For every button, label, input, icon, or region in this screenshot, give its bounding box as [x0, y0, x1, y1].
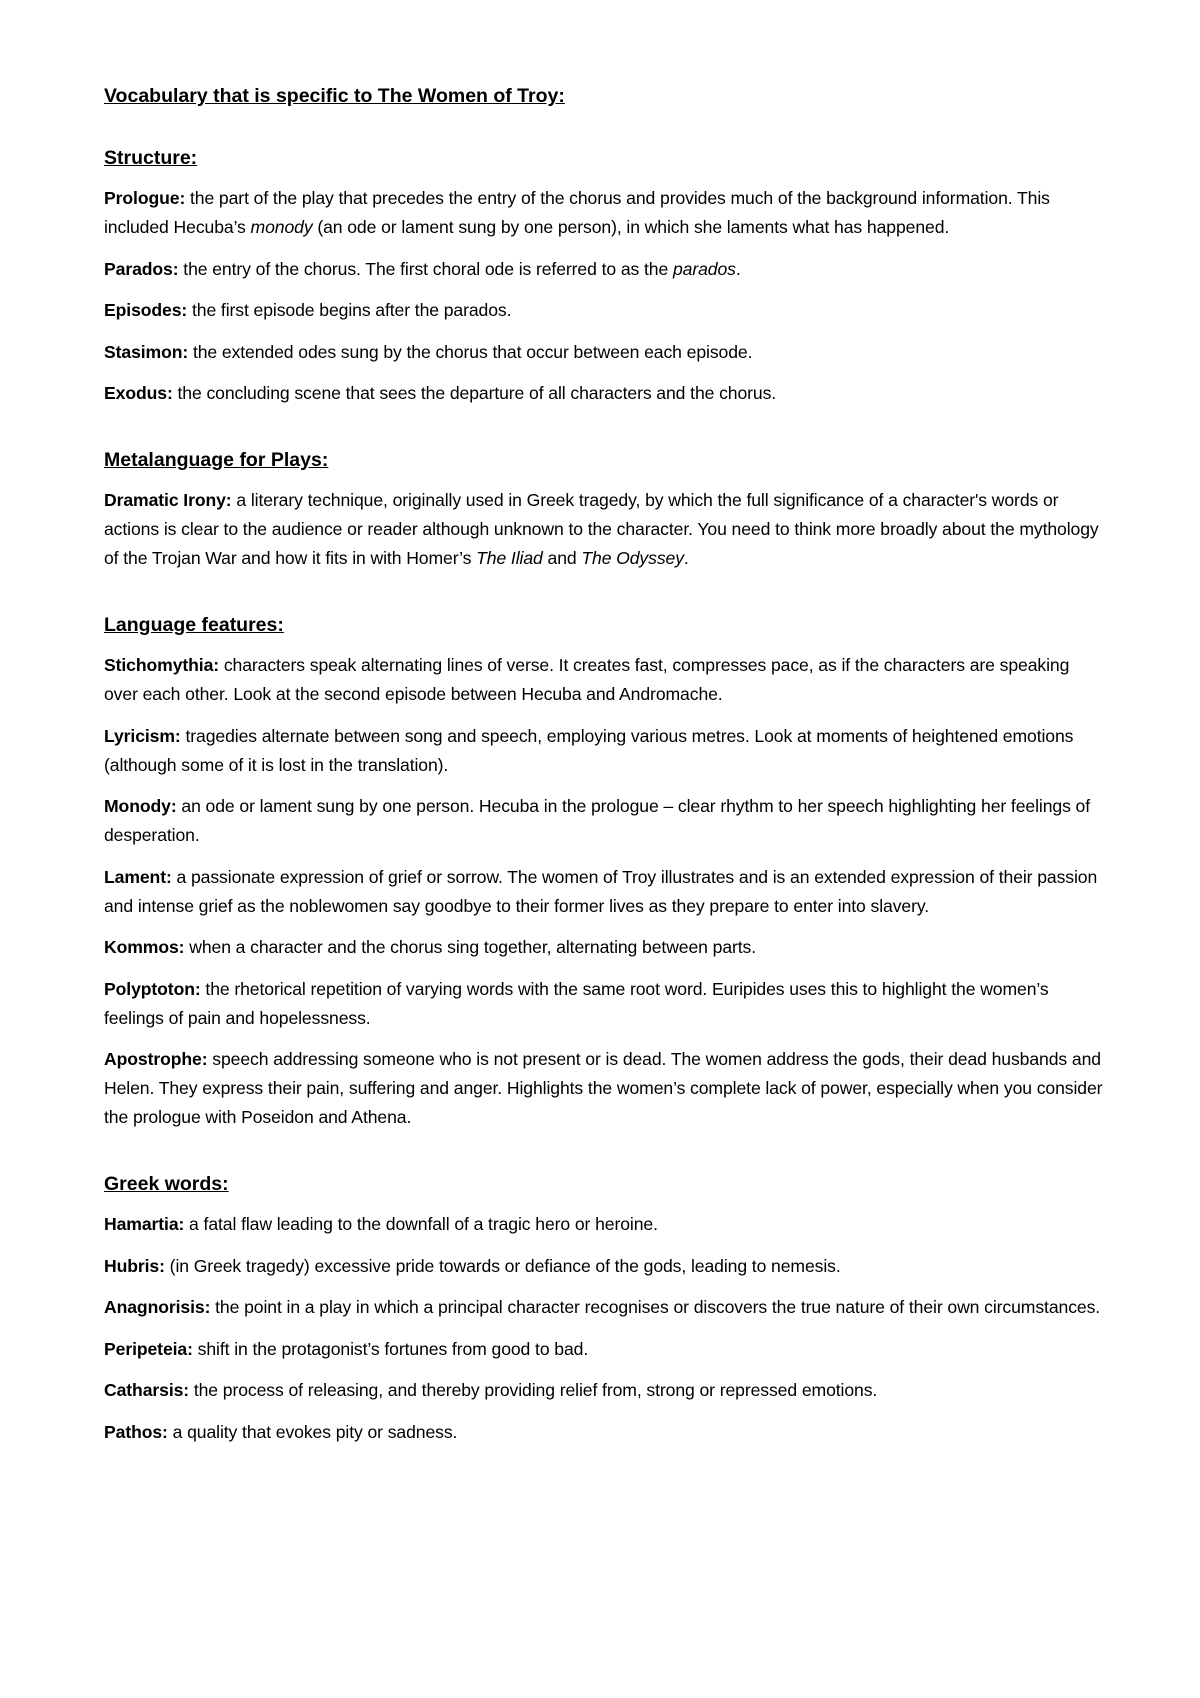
entry-dramatic-irony — [104, 486, 1104, 573]
definition-episodes: the first episode begins after the parados. — [187, 300, 512, 320]
entry-catharsis — [104, 1376, 1104, 1405]
term-pathos: Pathos: — [104, 1421, 168, 1442]
definition-prologue-part-1: the part of the play that precedes the entry of the chorus and provides much of the background information. This included Hecuba’s — [104, 188, 1050, 237]
section-heading-structure: Structure: — [104, 147, 198, 169]
entry-episodes — [104, 296, 1104, 325]
definition-dramatic-irony-part-1: a literary technique, originally used in Greek tragedy, by which the full significance of a character's words or actions is clear to the audience or reader although unknown to the character. You need to think more broadly about the mythology of the Trojan War and how it fits in with Homer’s — [104, 490, 1099, 568]
term-episodes: Episodes: — [104, 300, 188, 320]
section-heading-metalanguage: Metalanguage for Plays: — [104, 449, 329, 471]
definition-parados-italic: parados — [672, 258, 736, 279]
definition-monody: an ode or lament sung by one person. Hecuba in the prologue – clear rhythm to her speech highlighting her feelings of desperation. — [104, 796, 1091, 845]
term-prologue: Prologue: — [104, 188, 186, 208]
entry-stichomythia — [104, 651, 1104, 709]
definition-lyricism: tragedies alternate between song and speech, employing various metres. Look at moments of heightened emotions (although some of it is lost in the translation). — [104, 725, 1074, 775]
definition-catharsis: the process of releasing, and thereby providing relief from, strong or repressed emotions. — [189, 1380, 878, 1400]
definition-parados-part-1: the entry of the chorus. The first choral ode is referred to as the — [178, 258, 673, 279]
entry-parados — [104, 255, 1104, 284]
entry-prologue — [104, 184, 1104, 242]
term-hubris: Hubris: — [104, 1255, 165, 1276]
section-language-features — [104, 611, 1104, 1132]
definition-polyptoton: the rhetorical repetition of varying words with the same root word. Euripides uses this to highlight the women’s feelings of pain and hopelessness. — [104, 978, 1049, 1028]
definition-dramatic-irony-part-2: and — [542, 548, 582, 568]
definition-prologue-part-2: (an ode or lament sung by one person), in which she laments what has happened. — [312, 217, 950, 237]
entry-hubris — [104, 1252, 1104, 1281]
term-hamartia: Hamartia: — [104, 1214, 185, 1234]
term-peripeteia: Peripeteia: — [104, 1338, 193, 1359]
section-structure — [104, 144, 1104, 408]
definition-apostrophe: speech addressing someone who is not present or is dead. The women address the gods, their dead husbands and Helen. They express their pain, suffering and anger. Highlights the women’s complete lack of power, especially when you consider the prologue with Poseidon and Athena. — [104, 1049, 1103, 1127]
term-monody: Monody: — [104, 796, 177, 816]
term-stichomythia: Stichomythia: — [104, 655, 220, 675]
definition-lament: a passionate expression of grief or sorrow. The women of Troy illustrates and is an extended expression of their passion and intense grief as the noblewomen say goodbye to their former lives as they prepare to enter into slavery. — [104, 866, 1098, 916]
term-dramatic-irony: Dramatic Irony: — [104, 490, 232, 510]
entry-kommos — [104, 933, 1104, 962]
definition-exodus: the concluding scene that sees the departure of all characters and the chorus. — [172, 383, 777, 403]
term-stasimon: Stasimon: — [104, 341, 189, 362]
definition-hubris: (in Greek tragedy) excessive pride towards or defiance of the gods, leading to nemesis. — [164, 1255, 841, 1276]
section-heading-greek-words: Greek words: — [104, 1173, 229, 1195]
term-anagnorisis: Anagnorisis: — [104, 1297, 211, 1317]
title-the-odyssey: The Odyssey — [581, 548, 684, 568]
entry-apostrophe — [104, 1045, 1104, 1132]
title-the-iliad: The Iliad — [476, 548, 543, 568]
term-lyricism: Lyricism: — [104, 725, 181, 746]
definition-pathos: a quality that evokes pity or sadness. — [167, 1421, 458, 1442]
term-catharsis: Catharsis: — [104, 1380, 190, 1400]
term-exodus: Exodus: — [104, 383, 173, 403]
term-parados: Parados: — [104, 258, 179, 279]
term-polyptoton: Polyptoton: — [104, 978, 201, 999]
entry-lyricism — [104, 722, 1104, 780]
entry-anagnorisis — [104, 1293, 1104, 1322]
entry-lament — [104, 863, 1104, 921]
section-greek-words — [104, 1170, 1104, 1447]
definition-prologue-italic: monody — [250, 217, 313, 237]
entry-hamartia — [104, 1210, 1104, 1239]
document-page — [104, 82, 1104, 1459]
entry-exodus — [104, 379, 1104, 408]
section-metalanguage — [104, 446, 1104, 573]
entry-stasimon — [104, 338, 1104, 367]
entry-pathos — [104, 1418, 1104, 1447]
section-heading-language-features: Language features: — [104, 614, 284, 636]
definition-anagnorisis: the point in a play in which a principal character recognises or discovers the true nature of their own circumstances. — [210, 1297, 1101, 1317]
definition-stichomythia: characters speak alternating lines of verse. It creates fast, compresses pace, as if the characters are speaking over each other. Look at the second episode between Hecuba and Andromache. — [104, 655, 1070, 704]
definition-parados-part-2: . — [735, 258, 741, 279]
term-apostrophe: Apostrophe: — [104, 1049, 208, 1069]
definition-stasimon: the extended odes sung by the chorus that occur between each episode. — [188, 341, 753, 362]
definition-peripeteia: shift in the protagonist’s fortunes from good to bad. — [192, 1338, 589, 1359]
term-lament: Lament: — [104, 866, 172, 887]
entry-polyptoton — [104, 975, 1104, 1033]
definition-hamartia: a fatal flaw leading to the downfall of a tragic hero or heroine. — [184, 1214, 658, 1234]
entry-peripeteia — [104, 1335, 1104, 1364]
definition-kommos: when a character and the chorus sing together, alternating between parts. — [184, 937, 757, 957]
entry-monody — [104, 792, 1104, 850]
document-title: Vocabulary that is specific to The Women of Troy: — [104, 85, 565, 107]
definition-dramatic-irony-part-3: . — [683, 548, 689, 568]
term-kommos: Kommos: — [104, 937, 185, 957]
